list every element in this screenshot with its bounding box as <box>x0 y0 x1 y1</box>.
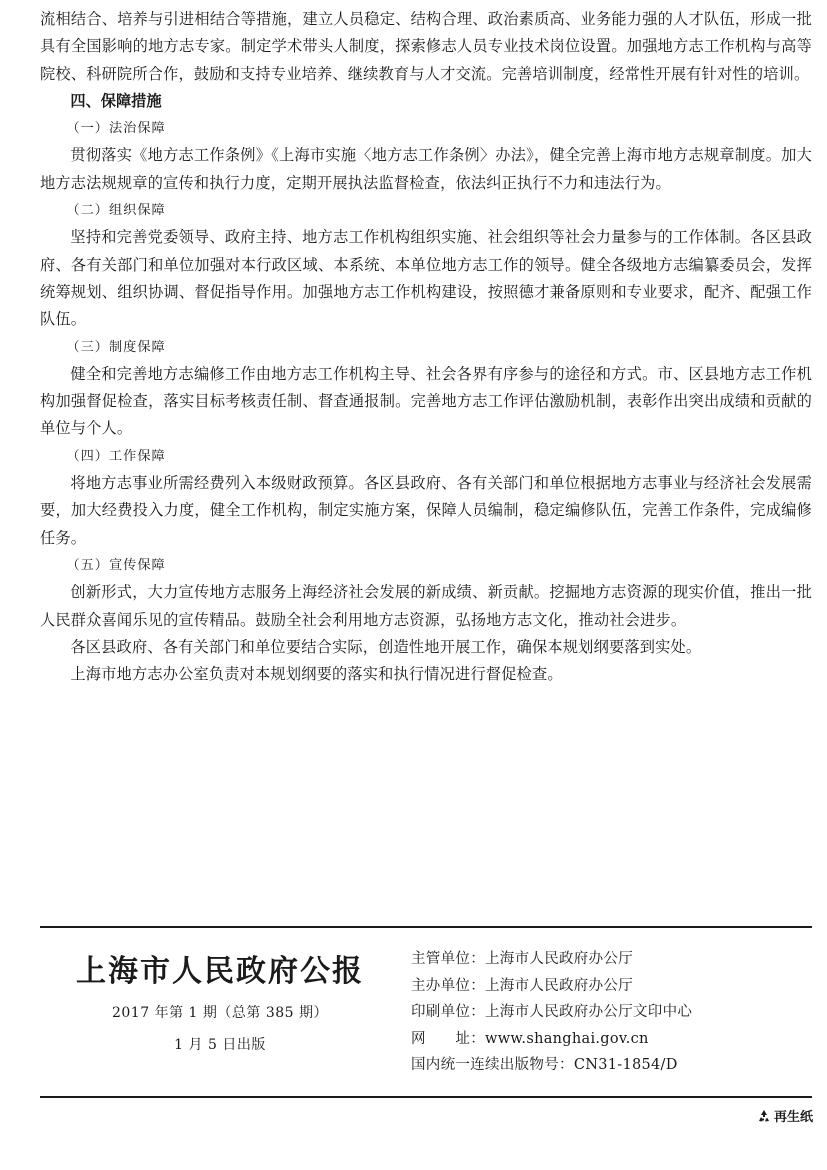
footer-top-rule <box>40 926 812 928</box>
paragraph-legal: 贯彻落实《地方志工作条例》《上海市实施〈地方志工作条例〉办法》，健全完善上海市地方志规章制度。加大地方志法规规章的宣传和执行力度，定期开展执法监督检查，依法纠正执行不力和违法行为。 <box>40 146 812 192</box>
info-row-sponsor <box>411 973 811 1000</box>
subheading-publicity: （五）宣传保障 <box>66 557 166 573</box>
info-label: 主办单位： <box>411 977 485 994</box>
info-row-serial-number <box>411 1052 811 1079</box>
recycle-icon <box>757 1109 771 1123</box>
publication-info <box>411 946 811 1079</box>
info-label: 印刷单位： <box>411 1004 485 1020</box>
recycled-paper-label: 再生纸 <box>773 1110 813 1125</box>
paragraph-supervision: 上海市地方志办公室负责对本规划纲要的落实和执行情况进行督促检查。 <box>70 665 563 684</box>
info-value: 上海市人民政府办公厅 <box>485 951 633 967</box>
subheading-system: （三）制度保障 <box>66 339 166 355</box>
info-label: 网 址： <box>411 1030 485 1047</box>
document-body <box>40 6 812 688</box>
info-row-supervisor <box>411 946 811 973</box>
info-row-website <box>411 1026 811 1053</box>
paragraph-system: 健全和完善地方志编修工作由地方志工作机构主导、社会各界有序参与的途径和方式。市、区县地方志工作机构加强督促检查，落实目标考核责任制、督查通报制。完善地方志工作评估激励机制，表彰作出突出成绩和贡献的单位与个人。 <box>40 364 812 438</box>
masthead <box>40 950 400 1056</box>
info-label: 主管单位： <box>411 951 485 967</box>
info-value: CN31-1854/D <box>573 1057 678 1073</box>
publish-date: 1 月 5 日出版 <box>174 1037 266 1053</box>
paragraph-organization: 坚持和完善党委领导、政府主持、地方志工作机构组织实施、社会组织等社会力量参与的工作体制。各区县政府、各有关部门和单位加强对本行政区域、本系统、本单位地方志工作的领导。健全各级地方志编纂委员会，发挥统筹规划、组织协调、督促指导作用。加强地方志工作机构建设，按照德才兼备原则和专业要求，配齐、配强工作队伍。 <box>40 228 812 329</box>
subheading-organization: （二）组织保障 <box>66 203 166 219</box>
website-link[interactable]: www.shanghai.gov.cn <box>485 1030 649 1047</box>
subheading-legal: （一）法治保障 <box>66 121 166 137</box>
paragraph-intro: 流相结合、培养与引进相结合等措施，建立人员稳定、结构合理、政治素质高、业务能力强的人才队伍，形成一批具有全国影响的地方志专家。制定学术带头人制度，探索修志人员专业技术岗位设置。加强地方志工作机构与高等院校、科研院所合作，鼓励和支持专业培养、继续教育与人才交流。完善培训制度，经常性开展有针对性的培训。 <box>40 10 812 83</box>
issue-number: 2017 年第 1 期（总第 385 期） <box>111 1005 328 1021</box>
info-value: 上海市人民政府办公厅 <box>485 977 633 994</box>
footer-bottom-rule <box>40 1096 812 1098</box>
publication-title: 上海市人民政府公报 <box>76 954 364 989</box>
paragraph-publicity: 创新形式，大力宣传地方志服务上海经济社会发展的新成绩、新贡献。挖掘地方志资源的现实价值，推出一批人民群众喜闻乐见的宣传精品。鼓励全社会利用地方志资源，弘扬地方志文化，推动社会进步。 <box>40 583 812 629</box>
info-label: 国内统一连续出版物号： <box>411 1057 574 1073</box>
paragraph-implementation: 各区县政府、各有关部门和单位要结合实际，创造性地开展工作，确保本规划纲要落到实处。 <box>70 637 702 656</box>
section-heading: 四、保障措施 <box>70 91 162 110</box>
subheading-work: （四）工作保障 <box>66 448 166 464</box>
info-value: 上海市人民政府办公厅文印中心 <box>485 1004 693 1020</box>
paragraph-work: 将地方志事业所需经费列入本级财政预算。各区县政府、各有关部门和单位根据地方志事业与经济社会发展需要，加大经费投入力度，健全工作机构，制定实施方案，保障人员编制，稳定编修队伍，完善工作条件，完成编修任务。 <box>40 474 812 547</box>
info-row-printer <box>411 999 811 1026</box>
recycled-paper-mark <box>757 1106 813 1125</box>
